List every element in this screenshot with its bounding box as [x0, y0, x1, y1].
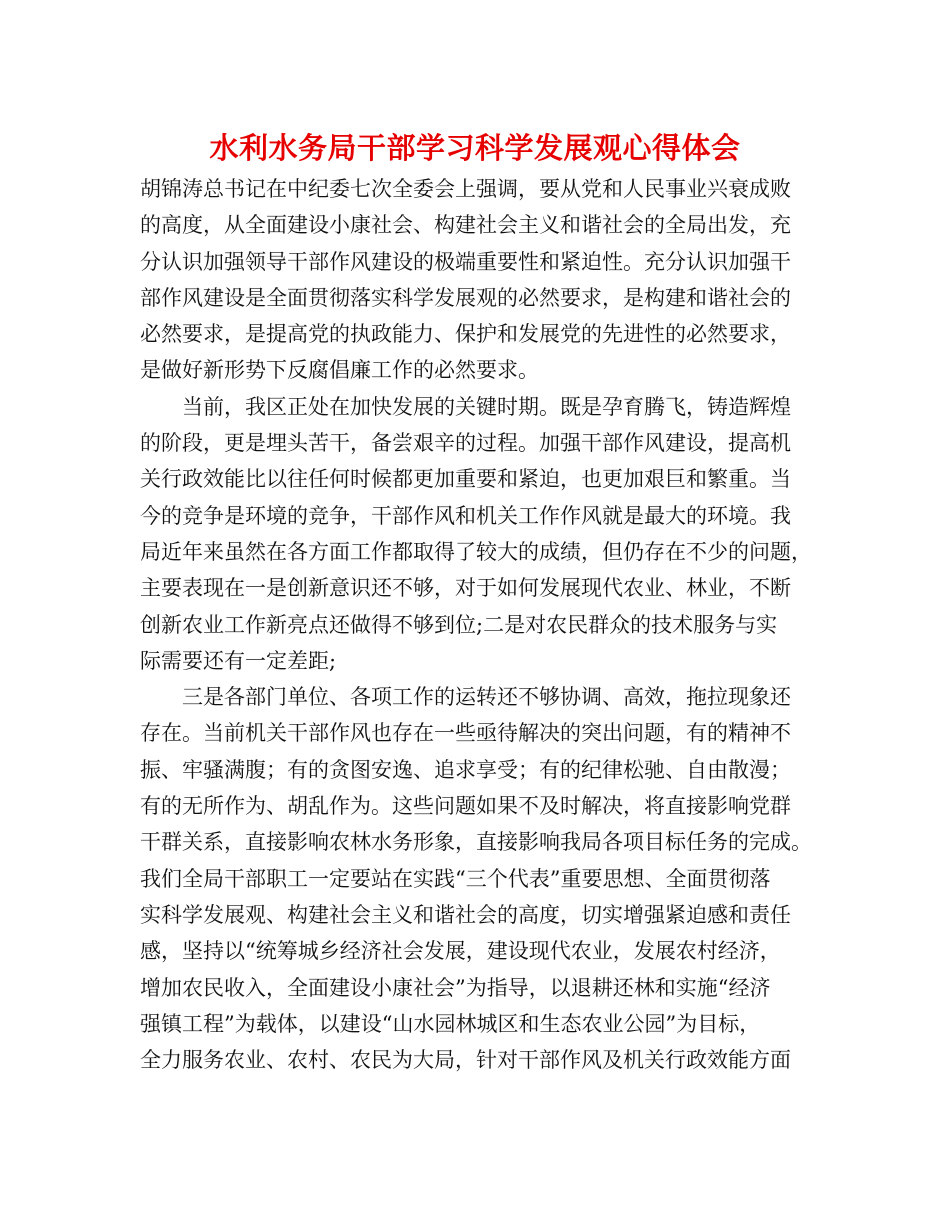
- text-line: 强镇工程”为载体，以建设“山水园林城区和生态农业公园”为目标，: [140, 1011, 761, 1036]
- text-line: 我们全局干部职工一定要站在实践“三个代表”重要思想、全面贯彻落: [140, 866, 771, 891]
- text-line: 胡锦涛总书记在中纪委七次全委会上强调，要从党和人民事业兴衰成败: [140, 177, 791, 201]
- text-line: 增加农民收入，全面建设小康社会”为指导，以退耕还林和实施“经济: [140, 975, 771, 1000]
- text-line: 关行政效能比以往任何时候都更加重要和紧迫，也更加艰巨和繁重。当: [140, 467, 791, 492]
- text-line: 有的无所作为、胡乱作为。这些问题如果不及时解决，将直接影响党群: [140, 794, 791, 819]
- text-line: 的高度，从全面建设小康社会、构建社会主义和谐社会的全局出发，充: [140, 213, 791, 238]
- text-line: 振、牢骚满腹；有的贪图安逸、追求享受；有的纪律松驰、自由散漫；: [140, 757, 791, 782]
- text-line-first: 三是各部门单位、各项工作的运转还不够协调、高效，拖拉现象还: [182, 685, 791, 710]
- document-title: 水利水务局干部学习科学发展观心得体会: [209, 131, 741, 165]
- paragraph-2: [140, 389, 830, 679]
- text-line: 感，坚持以“统筹城乡经济社会发展，建设现代农业，发展农村经济，: [140, 939, 781, 964]
- text-line: 干群关系，直接影响农林水务形象，直接影响我局各项目标任务的完成。: [140, 830, 812, 855]
- text-line: 今的竞争是环境的竞争，干部作风和机关工作作风就是最大的环境。我: [140, 503, 791, 528]
- text-line: 必然要求，是提高党的执政能力、保护和发展党的先进性的必然要求，: [140, 322, 791, 347]
- text-line: 创新农业工作新亮点还做得不够到位;二是对农民群众的技术服务与实: [140, 612, 778, 637]
- text-line: 局近年来虽然在各方面工作都取得了较大的成绩，但仍存在不少的问题，: [140, 539, 812, 564]
- text-line-first: 当前，我区正处在加快发展的关键时期。既是孕育腾飞，铸造辉煌: [182, 394, 791, 419]
- text-line: 存在。当前机关干部作风也存在一些亟待解决的突出问题，有的精神不: [140, 721, 791, 746]
- document-body: [140, 171, 830, 1078]
- text-line: 实科学发展观、构建社会主义和谐社会的高度，切实增强紧迫感和责任: [140, 902, 791, 927]
- paragraph-3: [140, 679, 830, 1078]
- paragraph-1: [140, 171, 830, 389]
- text-line: 全力服务农业、农村、农民为大局，针对干部作风及机关行政效能方面: [140, 1048, 791, 1073]
- text-line: 际需要还有一定差距;: [140, 648, 337, 673]
- text-line: 的阶段，更是埋头苦干，备尝艰辛的过程。加强干部作风建设，提高机: [140, 431, 791, 456]
- text-line: 是做好新形势下反腐倡廉工作的必然要求。: [140, 358, 539, 383]
- text-line: 部作风建设是全面贯彻落实科学发展观的必然要求，是构建和谐社会的: [140, 285, 791, 310]
- text-line: 分认识加强领导干部作风建设的极端重要性和紧迫性。充分认识加强干: [140, 249, 791, 274]
- text-line: 主要表现在一是创新意识还不够，对于如何发展现代农业、林业，不断: [140, 576, 791, 601]
